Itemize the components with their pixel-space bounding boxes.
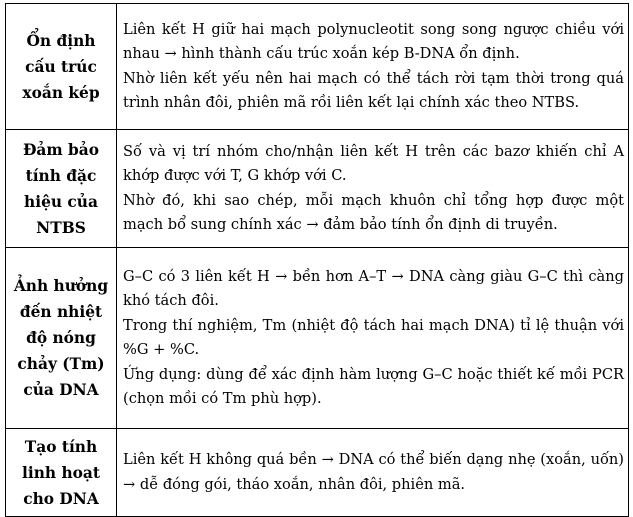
row-description xyxy=(117,4,629,130)
roles-of-hydrogen-bond-table xyxy=(5,3,629,517)
description-paragraph: Trong thí nghiệm, Tm (nhiệt độ tách hai mạch DNA) tỉ lệ thuận với %G + %C. xyxy=(123,316,624,358)
description-paragraph: Nhờ liên kết yếu nên hai mạch có thể tách rời tạm thời trong quá trình nhân đôi, phiên mã rồi liên kết lại chính xác theo NTBS. xyxy=(123,69,624,111)
description-paragraph: Liên kết H không quá bền → DNA có thể biến dạng nhẹ (xoắn, uốn) → dễ đóng gói, tháo xoắn, nhân đôi, phiên mã. xyxy=(123,451,624,493)
description-paragraph: Liên kết H giữ hai mạch polynucleotit song song ngược chiều với nhau → hình thành cấu trúc xoắn kép B-DNA ổn định. xyxy=(123,20,624,62)
description-paragraph: Nhờ đó, khi sao chép, mỗi mạch khuôn chỉ tổng hợp được một mạch bổ sung chính xác → đảm bảo tính ổn định di truyền. xyxy=(123,191,624,233)
description-paragraph: Ứng dụng: dùng để xác định hàm lượng G–C hoặc thiết kế mồi PCR (chọn mồi có Tm phù hợp). xyxy=(123,365,624,407)
table-row xyxy=(6,429,629,517)
table-row xyxy=(6,130,629,248)
row-description xyxy=(117,130,629,248)
row-description xyxy=(117,429,629,517)
row-heading: Đảm bảo tính đặc hiệu của NTBS xyxy=(6,130,117,248)
row-heading: Ảnh hưởng đến nhiệt độ nóng chảy (Tm) của DNA xyxy=(6,248,117,429)
row-heading: Tạo tính linh hoạt cho DNA xyxy=(6,429,117,517)
row-description xyxy=(117,248,629,429)
row-heading: Ổn định cấu trúc xoắn kép xyxy=(6,4,117,130)
table-row xyxy=(6,248,629,429)
description-paragraph: Số và vị trí nhóm cho/nhận liên kết H trên các bazơ khiến chỉ A khớp được với T, G khớp với C. xyxy=(123,142,624,184)
table-row xyxy=(6,4,629,130)
description-paragraph: G–C có 3 liên kết H → bền hơn A–T → DNA càng giàu G–C thì càng khó tách đôi. xyxy=(123,267,624,309)
